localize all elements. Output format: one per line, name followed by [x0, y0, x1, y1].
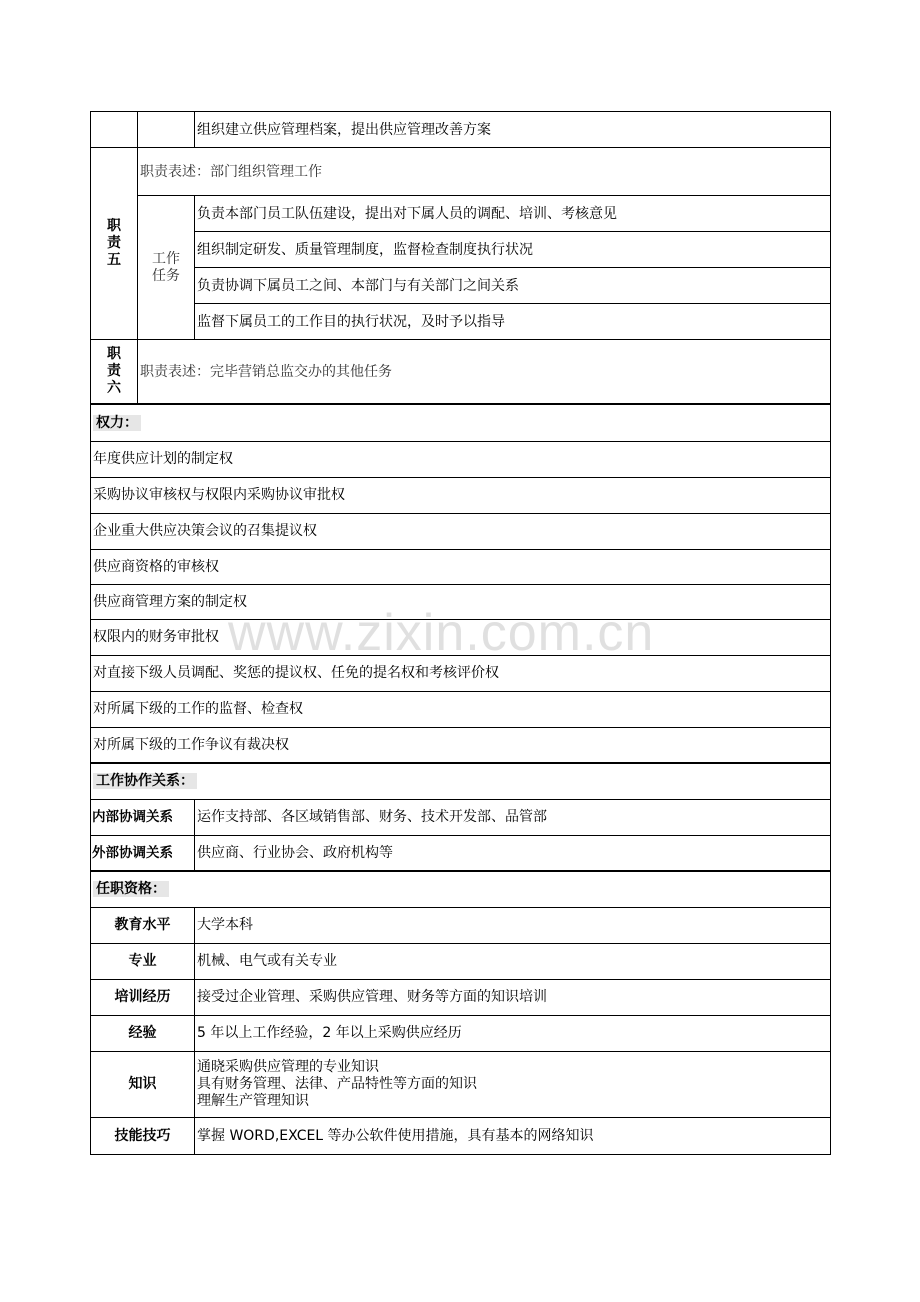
knowledge-line: 理解生产管理知识 — [197, 1092, 309, 1109]
qualifications-title — [91, 871, 831, 907]
external-label: 外部协调关系 — [91, 835, 195, 871]
duty-cont-row — [91, 112, 831, 148]
qualification-value: 接受过企业管理、采购供应管理、财务等方面的知识培训 — [195, 979, 831, 1015]
qualification-row — [91, 907, 831, 943]
qualification-row — [91, 979, 831, 1015]
qualifications-header-row — [91, 871, 831, 907]
duty6-label-char: 职 — [107, 346, 121, 362]
qualification-row — [91, 943, 831, 979]
watermark: www.zixin.com.cn — [228, 604, 655, 662]
qualification-label: 教育水平 — [91, 907, 195, 943]
duty6-row — [91, 340, 831, 404]
duty5-statement: 职责表述：部门组织管理工作 — [138, 148, 831, 196]
qualification-label: 培训经历 — [91, 979, 195, 1015]
power-row — [91, 513, 831, 549]
internal-value: 运作支持部、各区域销售部、财务、技术开发部、品管部 — [195, 799, 831, 835]
skills-row — [91, 1117, 831, 1154]
qualification-label: 经验 — [91, 1015, 195, 1051]
power-item: 年度供应计划的制定权 — [91, 441, 831, 477]
task-label-line: 任务 — [152, 267, 180, 284]
duty5-task-label — [138, 196, 195, 340]
knowledge-row — [91, 1051, 831, 1117]
powers-header-row — [91, 404, 831, 441]
duty5-label-char: 五 — [107, 252, 121, 268]
cooperation-table — [90, 762, 831, 872]
cooperation-title — [91, 763, 831, 799]
knowledge-label: 知识 — [91, 1051, 195, 1117]
cooperation-header-row — [91, 763, 831, 799]
power-row — [91, 691, 831, 727]
duty6-label-char: 六 — [107, 380, 121, 396]
power-row — [91, 655, 831, 691]
qualification-value: 机械、电气或有关专业 — [195, 943, 831, 979]
duty5-task: 负责本部门员工队伍建设，提出对下属人员的调配、培训、考核意见 — [195, 196, 831, 232]
power-item: 供应商管理方案的制定权 — [91, 584, 831, 619]
qualifications-table — [90, 870, 831, 1155]
internal-row — [91, 799, 831, 835]
skills-label: 技能技巧 — [91, 1117, 195, 1154]
power-row — [91, 477, 831, 513]
duty5-task: 监督下属员工的工作目的执行状况，及时予以指导 — [195, 304, 831, 340]
duty6-label — [91, 340, 138, 404]
internal-label: 内部协调关系 — [91, 799, 195, 835]
duty5-statement-row — [91, 148, 831, 196]
power-row — [91, 584, 831, 619]
power-item: 对直接下级人员调配、奖惩的提议权、任免的提名权和考核评价权 — [91, 655, 831, 691]
qualification-row — [91, 1015, 831, 1051]
duty-cont-text: 组织建立供应管理档案，提出供应管理改善方案 — [195, 112, 831, 148]
power-row — [91, 441, 831, 477]
power-row — [91, 619, 831, 655]
qualifications-title-text: 任职资格： — [93, 881, 169, 897]
powers-table — [90, 403, 831, 764]
power-item: 采购协议审核权与权限内采购协议审批权 — [91, 477, 831, 513]
powers-title-text: 权力： — [93, 415, 141, 431]
duty5-task: 负责协调下属员工之间、本部门与有关部门之间关系 — [195, 268, 831, 304]
duty5-task-row — [91, 304, 831, 340]
task-label-line: 工作 — [152, 250, 180, 267]
duty5-label — [91, 148, 138, 340]
duty5-task-row — [91, 232, 831, 268]
power-item: 对所属下级的工作的监督、检查权 — [91, 691, 831, 727]
power-item: 权限内的财务审批权 — [91, 619, 831, 655]
empty-cell — [91, 112, 138, 148]
qualification-value: 5 年以上工作经验，2 年以上采购供应经历 — [195, 1015, 831, 1051]
powers-title — [91, 404, 831, 441]
duty5-task-row — [91, 196, 831, 232]
duty5-label-char: 责 — [107, 235, 121, 251]
duty5-task-row — [91, 268, 831, 304]
power-item: 企业重大供应决策会议的召集提议权 — [91, 513, 831, 549]
duty6-statement: 职责表述：完毕营销总监交办的其他任务 — [138, 340, 831, 404]
power-row — [91, 549, 831, 584]
empty-cell — [138, 112, 195, 148]
external-value: 供应商、行业协会、政府机构等 — [195, 835, 831, 871]
duty5-label-char: 职 — [107, 218, 121, 234]
knowledge-line: 具有财务管理、法律、产品特性等方面的知识 — [197, 1075, 477, 1092]
cooperation-title-text: 工作协作关系： — [93, 773, 197, 789]
power-item: 供应商资格的审核权 — [91, 549, 831, 584]
knowledge-line: 通晓采购供应管理的专业知识 — [197, 1058, 379, 1075]
external-row — [91, 835, 831, 871]
duties-table — [90, 111, 831, 404]
power-row — [91, 727, 831, 763]
power-item: 对所属下级的工作争议有裁决权 — [91, 727, 831, 763]
qualification-value: 大学本科 — [195, 907, 831, 943]
duty5-task: 组织制定研发、质量管理制度，监督检查制度执行状况 — [195, 232, 831, 268]
skills-value: 掌握 WORD,EXCEL 等办公软件使用措施，具有基本的网络知识 — [195, 1117, 831, 1154]
knowledge-value — [195, 1051, 831, 1117]
qualification-label: 专业 — [91, 943, 195, 979]
duty6-label-char: 责 — [107, 363, 121, 379]
